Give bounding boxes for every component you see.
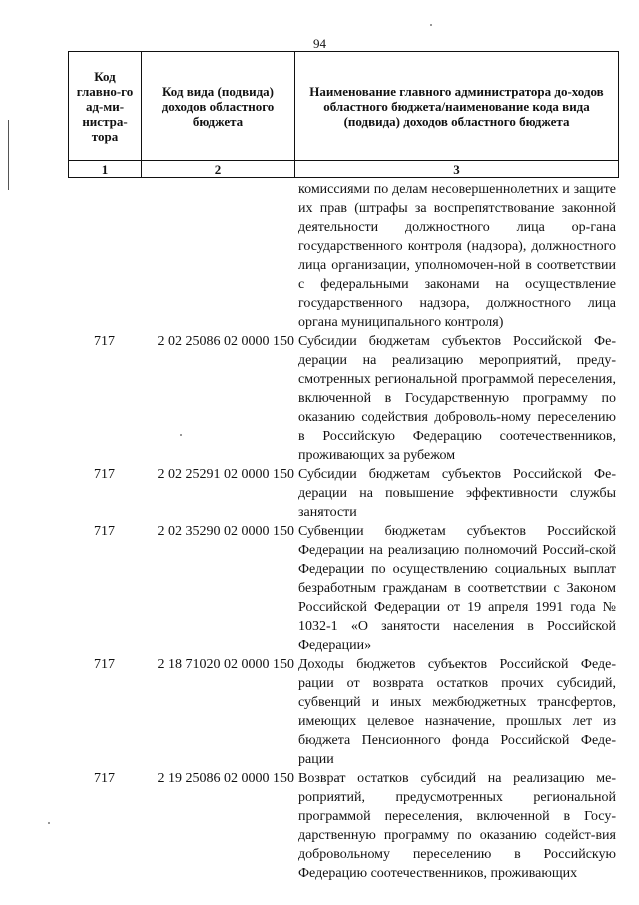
table-row bbox=[68, 522, 618, 655]
type-code: 2 18 71020 02 0000 150 bbox=[157, 657, 294, 672]
description: Субсидии бюджетам субъектов Российской Фе-дерации на повышение эффективности службы занятости bbox=[298, 467, 616, 520]
type-code: 2 02 25086 02 0000 150 bbox=[157, 334, 294, 349]
header-num-1: 1 bbox=[69, 161, 142, 178]
admin-code: 717 bbox=[94, 771, 115, 786]
description: комиссиями по делам несовершеннолетних и защите их прав (штрафы за воспрепятствование законной деятельности должностного лица ор-гана государственного контроля (надзора), должностного лица организации, уполномочен-ной в соответствии с федеральными законами на осуществление государственного надзора, должностного лица органа муниципального контроля) bbox=[298, 182, 616, 330]
header-type-code: Код вида (подвида) доходов областного бюджета bbox=[142, 52, 295, 161]
header-num-2: 2 bbox=[142, 161, 295, 178]
description: Возврат остатков субсидий на реализацию ме-роприятий, предусмотренных региональной программой переселения, включенной в Госу-дарственную программу по оказанию содейст-вия добровольному переселению в Российскую Федерацию соотечественников, проживающих bbox=[298, 771, 616, 881]
description: Субсидии бюджетам субъектов Российской Фе-дерации на реализацию мероприятий, преду-смотренных региональной программой переселения, включенной в Государственную программу по оказанию содействия доброволь-ному переселению в Российскую Федерацию соотечественников, проживающих за рубежом bbox=[298, 334, 616, 463]
table-row bbox=[68, 655, 618, 769]
scan-speck bbox=[430, 24, 432, 26]
header-num-3: 3 bbox=[295, 161, 619, 178]
description: Субвенции бюджетам субъектов Российской Федерации на реализацию полномочий Россий-ской Федерации по осуществлению социальных выплат безработным гражданам в соответствии с Законом Российской Федерации от 19 апреля 1991 года № 1032-1 «О занятости населения в Российской Федерации» bbox=[298, 524, 616, 653]
table-row bbox=[68, 180, 618, 332]
admin-code: 717 bbox=[94, 524, 115, 539]
header-admin-code: Код главно-го ад-ми-нистра-тора bbox=[69, 52, 142, 161]
page-number: 94 bbox=[313, 36, 326, 51]
description: Доходы бюджетов субъектов Российской Феде-рации от возврата остатков прочих субсидий, субвенций и иных межбюджетных трансфертов, имеющих целевое назначение, прошлых лет из бюджета Пенсионного фонда Российской Феде-рации bbox=[298, 657, 616, 767]
admin-code: 717 bbox=[94, 467, 115, 482]
table-row bbox=[68, 332, 618, 465]
scan-speck bbox=[180, 434, 182, 436]
table-row bbox=[68, 769, 618, 883]
type-code: 2 02 25291 02 0000 150 bbox=[157, 467, 294, 482]
table-body bbox=[68, 180, 618, 883]
admin-code: 717 bbox=[94, 657, 115, 672]
admin-code: 717 bbox=[94, 334, 115, 349]
scan-margin-mark bbox=[8, 120, 9, 190]
header-name: Наименование главного администратора до-ходов областного бюджета/наименование кода вида (подвида) доходов областного бюджета bbox=[295, 52, 619, 161]
type-code: 2 02 35290 02 0000 150 bbox=[157, 524, 294, 539]
table-header bbox=[68, 51, 619, 178]
table-row bbox=[68, 465, 618, 522]
scan-speck bbox=[48, 822, 50, 824]
type-code: 2 19 25086 02 0000 150 bbox=[157, 771, 294, 786]
